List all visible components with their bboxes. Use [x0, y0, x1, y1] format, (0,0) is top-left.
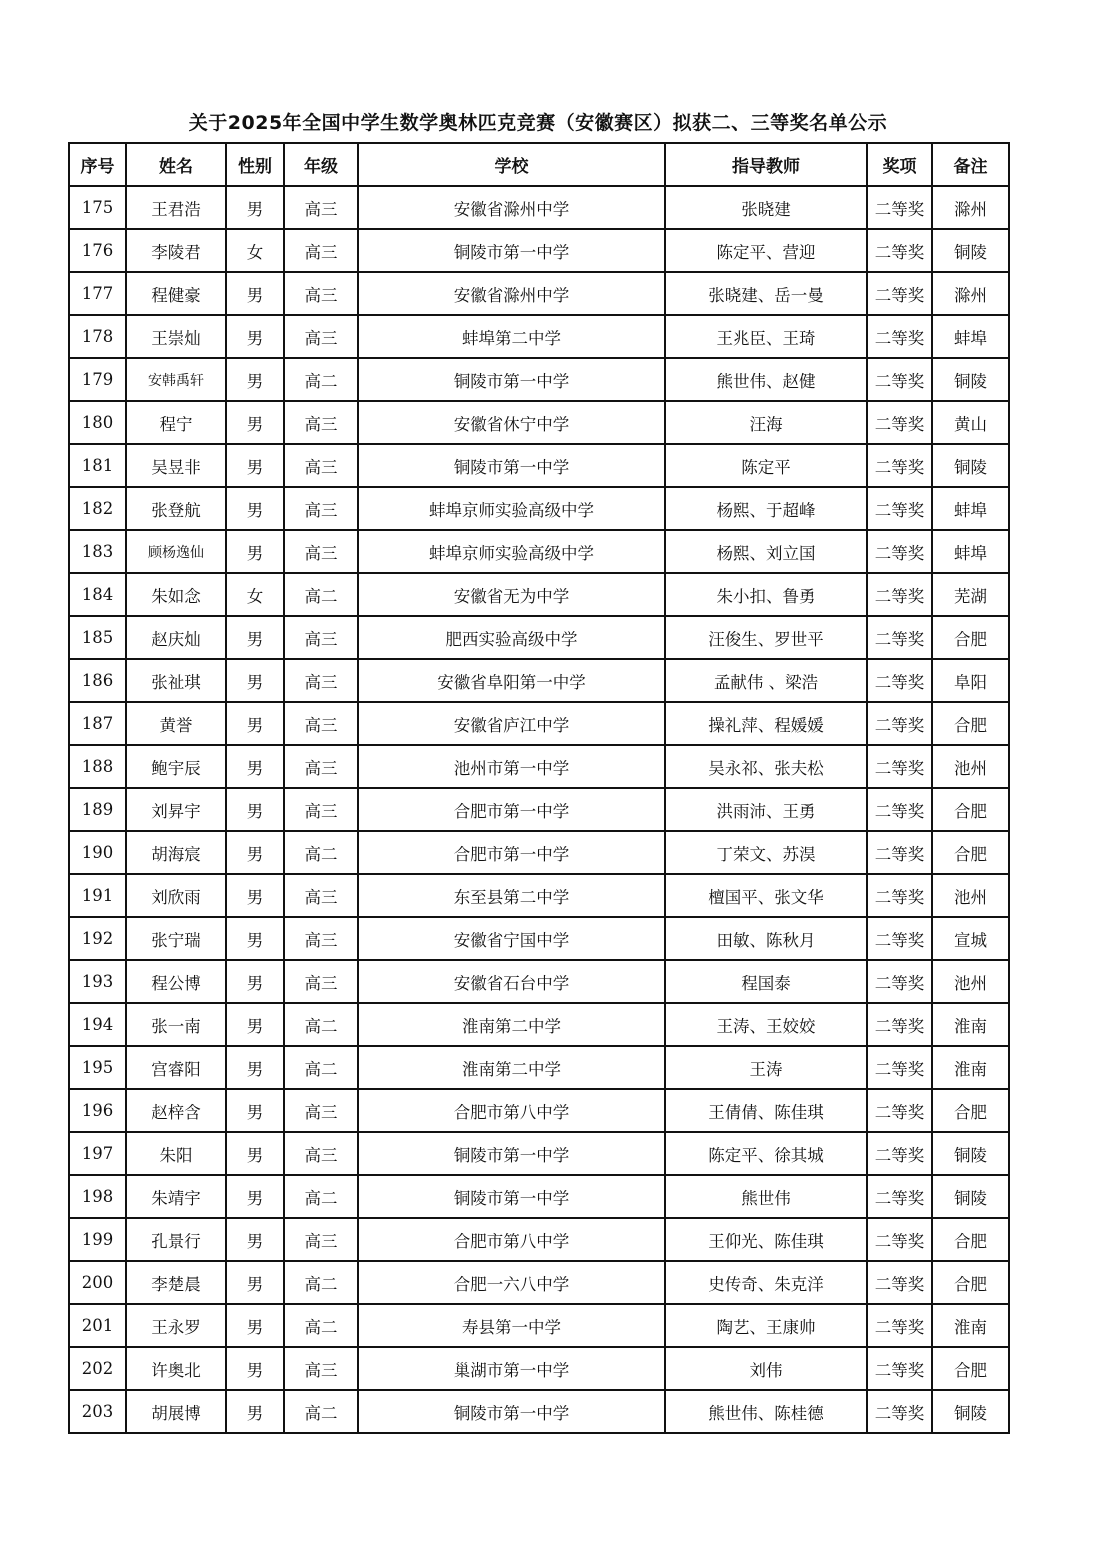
cell-award: 二等奖 [867, 702, 932, 745]
cell-award: 二等奖 [867, 616, 932, 659]
cell-grade: 高三 [284, 1218, 358, 1261]
cell-grade: 高三 [284, 1089, 358, 1132]
cell-index: 200 [69, 1261, 126, 1304]
header-name: 姓名 [126, 143, 226, 186]
cell-school: 安徽省宁国中学 [358, 917, 665, 960]
cell-index: 195 [69, 1046, 126, 1089]
cell-grade: 高三 [284, 272, 358, 315]
table-row [69, 917, 1009, 960]
cell-gender: 男 [226, 1218, 284, 1261]
cell-award: 二等奖 [867, 487, 932, 530]
cell-teacher: 王涛、王姣姣 [665, 1003, 867, 1046]
cell-grade: 高三 [284, 487, 358, 530]
cell-gender: 男 [226, 186, 284, 229]
table-row [69, 831, 1009, 874]
cell-index: 193 [69, 960, 126, 1003]
cell-school: 铜陵市第一中学 [358, 1390, 665, 1433]
cell-gender: 男 [226, 1132, 284, 1175]
cell-school: 安徽省滁州中学 [358, 272, 665, 315]
cell-award: 二等奖 [867, 1304, 932, 1347]
cell-teacher: 程国泰 [665, 960, 867, 1003]
table-body [69, 186, 1009, 1433]
cell-gender: 男 [226, 831, 284, 874]
cell-school: 铜陵市第一中学 [358, 358, 665, 401]
cell-index: 199 [69, 1218, 126, 1261]
cell-name: 李陵君 [126, 229, 226, 272]
cell-note: 铜陵 [932, 1132, 1009, 1175]
cell-award: 二等奖 [867, 573, 932, 616]
cell-award: 二等奖 [867, 1175, 932, 1218]
cell-index: 197 [69, 1132, 126, 1175]
cell-index: 203 [69, 1390, 126, 1433]
cell-name: 朱靖宇 [126, 1175, 226, 1218]
cell-grade: 高三 [284, 874, 358, 917]
table-row [69, 573, 1009, 616]
cell-award: 二等奖 [867, 1218, 932, 1261]
header-grade: 年级 [284, 143, 358, 186]
cell-grade: 高二 [284, 573, 358, 616]
cell-index: 180 [69, 401, 126, 444]
cell-grade: 高三 [284, 616, 358, 659]
table-row [69, 1261, 1009, 1304]
table-row [69, 1304, 1009, 1347]
cell-gender: 男 [226, 1175, 284, 1218]
cell-grade: 高二 [284, 1175, 358, 1218]
cell-gender: 女 [226, 573, 284, 616]
cell-name: 胡海宸 [126, 831, 226, 874]
cell-name: 程健豪 [126, 272, 226, 315]
cell-gender: 男 [226, 530, 284, 573]
cell-school: 寿县第一中学 [358, 1304, 665, 1347]
cell-teacher: 杨熙、刘立国 [665, 530, 867, 573]
cell-gender: 男 [226, 1261, 284, 1304]
cell-note: 池州 [932, 874, 1009, 917]
cell-note: 合肥 [932, 1218, 1009, 1261]
cell-index: 184 [69, 573, 126, 616]
header-index: 序号 [69, 143, 126, 186]
cell-school: 淮南第二中学 [358, 1003, 665, 1046]
cell-grade: 高二 [284, 1046, 358, 1089]
cell-name: 王君浩 [126, 186, 226, 229]
cell-note: 蚌埠 [932, 487, 1009, 530]
cell-award: 二等奖 [867, 229, 932, 272]
cell-index: 188 [69, 745, 126, 788]
cell-note: 池州 [932, 745, 1009, 788]
cell-award: 二等奖 [867, 272, 932, 315]
cell-grade: 高三 [284, 229, 358, 272]
cell-teacher: 史传奇、朱克洋 [665, 1261, 867, 1304]
cell-gender: 男 [226, 960, 284, 1003]
cell-school: 合肥市第一中学 [358, 788, 665, 831]
cell-grade: 高三 [284, 702, 358, 745]
cell-grade: 高三 [284, 788, 358, 831]
cell-teacher: 田敏、陈秋月 [665, 917, 867, 960]
cell-gender: 男 [226, 874, 284, 917]
cell-teacher: 孟献伟 、梁浩 [665, 659, 867, 702]
table-row [69, 186, 1009, 229]
cell-teacher: 操礼萍、程媛媛 [665, 702, 867, 745]
cell-index: 176 [69, 229, 126, 272]
cell-gender: 男 [226, 1046, 284, 1089]
cell-school: 安徽省滁州中学 [358, 186, 665, 229]
cell-note: 合肥 [932, 788, 1009, 831]
cell-grade: 高三 [284, 444, 358, 487]
cell-school: 东至县第二中学 [358, 874, 665, 917]
cell-school: 铜陵市第一中学 [358, 1132, 665, 1175]
cell-name: 张登航 [126, 487, 226, 530]
cell-index: 179 [69, 358, 126, 401]
document-title: 关于2025年全国中学生数学奥林匹克竞赛（安徽赛区）拟获二、三等奖名单公示 [188, 112, 888, 134]
cell-name: 张宁瑞 [126, 917, 226, 960]
cell-note: 滁州 [932, 272, 1009, 315]
cell-name: 黄誉 [126, 702, 226, 745]
table-row [69, 358, 1009, 401]
cell-teacher: 刘伟 [665, 1347, 867, 1390]
cell-school: 安徽省无为中学 [358, 573, 665, 616]
cell-teacher: 熊世伟、赵健 [665, 358, 867, 401]
cell-index: 196 [69, 1089, 126, 1132]
cell-note: 芜湖 [932, 573, 1009, 616]
cell-grade: 高三 [284, 315, 358, 358]
cell-grade: 高三 [284, 530, 358, 573]
cell-name: 王永罗 [126, 1304, 226, 1347]
cell-school: 安徽省庐江中学 [358, 702, 665, 745]
cell-award: 二等奖 [867, 186, 932, 229]
cell-school: 合肥市第一中学 [358, 831, 665, 874]
cell-grade: 高三 [284, 186, 358, 229]
cell-name: 孔景行 [126, 1218, 226, 1261]
cell-name: 朱如念 [126, 573, 226, 616]
cell-index: 182 [69, 487, 126, 530]
cell-teacher: 陈定平 [665, 444, 867, 487]
cell-gender: 男 [226, 1304, 284, 1347]
header-note: 备注 [932, 143, 1009, 186]
cell-gender: 男 [226, 1390, 284, 1433]
cell-note: 铜陵 [932, 229, 1009, 272]
cell-gender: 男 [226, 616, 284, 659]
cell-note: 铜陵 [932, 444, 1009, 487]
cell-teacher: 熊世伟、陈桂德 [665, 1390, 867, 1433]
cell-school: 安徽省石台中学 [358, 960, 665, 1003]
table-row [69, 745, 1009, 788]
cell-index: 181 [69, 444, 126, 487]
cell-award: 二等奖 [867, 1132, 932, 1175]
cell-name: 王崇灿 [126, 315, 226, 358]
cell-name: 安韩禹轩 [126, 358, 226, 401]
cell-school: 铜陵市第一中学 [358, 1175, 665, 1218]
cell-school: 铜陵市第一中学 [358, 229, 665, 272]
header-gender: 性别 [226, 143, 284, 186]
cell-index: 202 [69, 1347, 126, 1390]
cell-gender: 男 [226, 1347, 284, 1390]
cell-award: 二等奖 [867, 960, 932, 1003]
cell-teacher: 檀国平、张文华 [665, 874, 867, 917]
header-teacher: 指导教师 [665, 143, 867, 186]
table-header-row [69, 143, 1009, 186]
cell-grade: 高二 [284, 1261, 358, 1304]
header-school: 学校 [358, 143, 665, 186]
cell-index: 187 [69, 702, 126, 745]
cell-index: 198 [69, 1175, 126, 1218]
table-row [69, 1347, 1009, 1390]
cell-name: 鲍宇辰 [126, 745, 226, 788]
cell-grade: 高三 [284, 1347, 358, 1390]
cell-index: 177 [69, 272, 126, 315]
cell-note: 铜陵 [932, 358, 1009, 401]
cell-name: 赵庆灿 [126, 616, 226, 659]
cell-award: 二等奖 [867, 401, 932, 444]
cell-name: 赵梓含 [126, 1089, 226, 1132]
cell-grade: 高二 [284, 831, 358, 874]
cell-gender: 男 [226, 702, 284, 745]
table-row [69, 874, 1009, 917]
cell-award: 二等奖 [867, 745, 932, 788]
cell-note: 合肥 [932, 702, 1009, 745]
cell-award: 二等奖 [867, 358, 932, 401]
cell-award: 二等奖 [867, 917, 932, 960]
cell-note: 铜陵 [932, 1175, 1009, 1218]
table-row [69, 1175, 1009, 1218]
cell-gender: 男 [226, 315, 284, 358]
table-row [69, 401, 1009, 444]
cell-teacher: 吴永祁、张夫松 [665, 745, 867, 788]
cell-school: 蚌埠京师实验高级中学 [358, 487, 665, 530]
table-row [69, 1089, 1009, 1132]
header-award: 奖项 [867, 143, 932, 186]
cell-teacher: 张晓建、岳一曼 [665, 272, 867, 315]
cell-school: 合肥一六八中学 [358, 1261, 665, 1304]
cell-note: 蚌埠 [932, 315, 1009, 358]
cell-school: 合肥市第八中学 [358, 1218, 665, 1261]
cell-note: 合肥 [932, 1261, 1009, 1304]
cell-award: 二等奖 [867, 444, 932, 487]
cell-grade: 高三 [284, 960, 358, 1003]
cell-teacher: 汪俊生、罗世平 [665, 616, 867, 659]
cell-index: 186 [69, 659, 126, 702]
cell-school: 蚌埠京师实验高级中学 [358, 530, 665, 573]
cell-school: 肥西实验高级中学 [358, 616, 665, 659]
cell-index: 191 [69, 874, 126, 917]
cell-name: 顾杨逸仙 [126, 530, 226, 573]
cell-name: 程公博 [126, 960, 226, 1003]
cell-gender: 男 [226, 272, 284, 315]
table-row [69, 1003, 1009, 1046]
table-row [69, 444, 1009, 487]
cell-index: 194 [69, 1003, 126, 1046]
cell-name: 张一南 [126, 1003, 226, 1046]
cell-school: 巢湖市第一中学 [358, 1347, 665, 1390]
table-row [69, 487, 1009, 530]
cell-teacher: 王倩倩、陈佳琪 [665, 1089, 867, 1132]
cell-note: 淮南 [932, 1003, 1009, 1046]
cell-award: 二等奖 [867, 831, 932, 874]
table-row [69, 229, 1009, 272]
cell-grade: 高三 [284, 745, 358, 788]
cell-school: 池州市第一中学 [358, 745, 665, 788]
cell-teacher: 汪海 [665, 401, 867, 444]
cell-name: 朱阳 [126, 1132, 226, 1175]
cell-gender: 男 [226, 745, 284, 788]
table-row [69, 616, 1009, 659]
cell-school: 淮南第二中学 [358, 1046, 665, 1089]
cell-award: 二等奖 [867, 874, 932, 917]
cell-name: 李楚晨 [126, 1261, 226, 1304]
cell-teacher: 王涛 [665, 1046, 867, 1089]
cell-note: 合肥 [932, 616, 1009, 659]
table-row [69, 1046, 1009, 1089]
cell-gender: 男 [226, 401, 284, 444]
cell-index: 175 [69, 186, 126, 229]
cell-index: 192 [69, 917, 126, 960]
cell-grade: 高二 [284, 1003, 358, 1046]
table-row [69, 1390, 1009, 1433]
cell-name: 刘欣雨 [126, 874, 226, 917]
table-row [69, 659, 1009, 702]
cell-teacher: 王仰光、陈佳琪 [665, 1218, 867, 1261]
cell-award: 二等奖 [867, 530, 932, 573]
cell-index: 190 [69, 831, 126, 874]
cell-grade: 高二 [284, 1390, 358, 1433]
cell-award: 二等奖 [867, 1089, 932, 1132]
cell-index: 201 [69, 1304, 126, 1347]
table-row [69, 1218, 1009, 1261]
cell-name: 刘昇宇 [126, 788, 226, 831]
cell-note: 宣城 [932, 917, 1009, 960]
cell-note: 淮南 [932, 1304, 1009, 1347]
cell-gender: 男 [226, 659, 284, 702]
cell-award: 二等奖 [867, 315, 932, 358]
cell-note: 淮南 [932, 1046, 1009, 1089]
cell-award: 二等奖 [867, 1347, 932, 1390]
cell-teacher: 朱小扣、鲁勇 [665, 573, 867, 616]
table-row [69, 272, 1009, 315]
cell-gender: 女 [226, 229, 284, 272]
cell-gender: 男 [226, 1003, 284, 1046]
cell-teacher: 杨熙、于超峰 [665, 487, 867, 530]
cell-grade: 高三 [284, 401, 358, 444]
cell-award: 二等奖 [867, 1046, 932, 1089]
cell-gender: 男 [226, 444, 284, 487]
cell-grade: 高二 [284, 358, 358, 401]
cell-teacher: 张晓建 [665, 186, 867, 229]
cell-index: 189 [69, 788, 126, 831]
table-row [69, 702, 1009, 745]
cell-note: 铜陵 [932, 1390, 1009, 1433]
cell-gender: 男 [226, 1089, 284, 1132]
cell-teacher: 洪雨沛、王勇 [665, 788, 867, 831]
cell-name: 许奥北 [126, 1347, 226, 1390]
cell-gender: 男 [226, 788, 284, 831]
cell-index: 178 [69, 315, 126, 358]
cell-school: 铜陵市第一中学 [358, 444, 665, 487]
cell-grade: 高三 [284, 659, 358, 702]
cell-grade: 高二 [284, 1304, 358, 1347]
cell-name: 胡展博 [126, 1390, 226, 1433]
cell-note: 合肥 [932, 1089, 1009, 1132]
cell-note: 合肥 [932, 1347, 1009, 1390]
cell-teacher: 陶艺、王康帅 [665, 1304, 867, 1347]
cell-grade: 高三 [284, 1132, 358, 1175]
cell-index: 185 [69, 616, 126, 659]
cell-name: 吴昱非 [126, 444, 226, 487]
cell-name: 宫睿阳 [126, 1046, 226, 1089]
cell-note: 池州 [932, 960, 1009, 1003]
cell-gender: 男 [226, 917, 284, 960]
cell-note: 合肥 [932, 831, 1009, 874]
table-row [69, 788, 1009, 831]
cell-teacher: 丁荣文、苏淏 [665, 831, 867, 874]
cell-school: 安徽省阜阳第一中学 [358, 659, 665, 702]
cell-award: 二等奖 [867, 1003, 932, 1046]
cell-gender: 男 [226, 487, 284, 530]
table-row [69, 1132, 1009, 1175]
award-list-table [68, 142, 1010, 1434]
cell-name: 程宁 [126, 401, 226, 444]
table-row [69, 315, 1009, 358]
cell-note: 滁州 [932, 186, 1009, 229]
cell-award: 二等奖 [867, 1261, 932, 1304]
table-row [69, 530, 1009, 573]
cell-index: 183 [69, 530, 126, 573]
cell-school: 安徽省休宁中学 [358, 401, 665, 444]
table-row [69, 960, 1009, 1003]
cell-note: 黄山 [932, 401, 1009, 444]
cell-award: 二等奖 [867, 659, 932, 702]
cell-school: 蚌埠第二中学 [358, 315, 665, 358]
cell-teacher: 熊世伟 [665, 1175, 867, 1218]
cell-teacher: 王兆臣、王琦 [665, 315, 867, 358]
cell-name: 张祉琪 [126, 659, 226, 702]
cell-teacher: 陈定平、徐其城 [665, 1132, 867, 1175]
cell-gender: 男 [226, 358, 284, 401]
cell-note: 阜阳 [932, 659, 1009, 702]
cell-teacher: 陈定平、营迎 [665, 229, 867, 272]
cell-school: 合肥市第八中学 [358, 1089, 665, 1132]
cell-note: 蚌埠 [932, 530, 1009, 573]
cell-award: 二等奖 [867, 788, 932, 831]
cell-award: 二等奖 [867, 1390, 932, 1433]
cell-grade: 高三 [284, 917, 358, 960]
